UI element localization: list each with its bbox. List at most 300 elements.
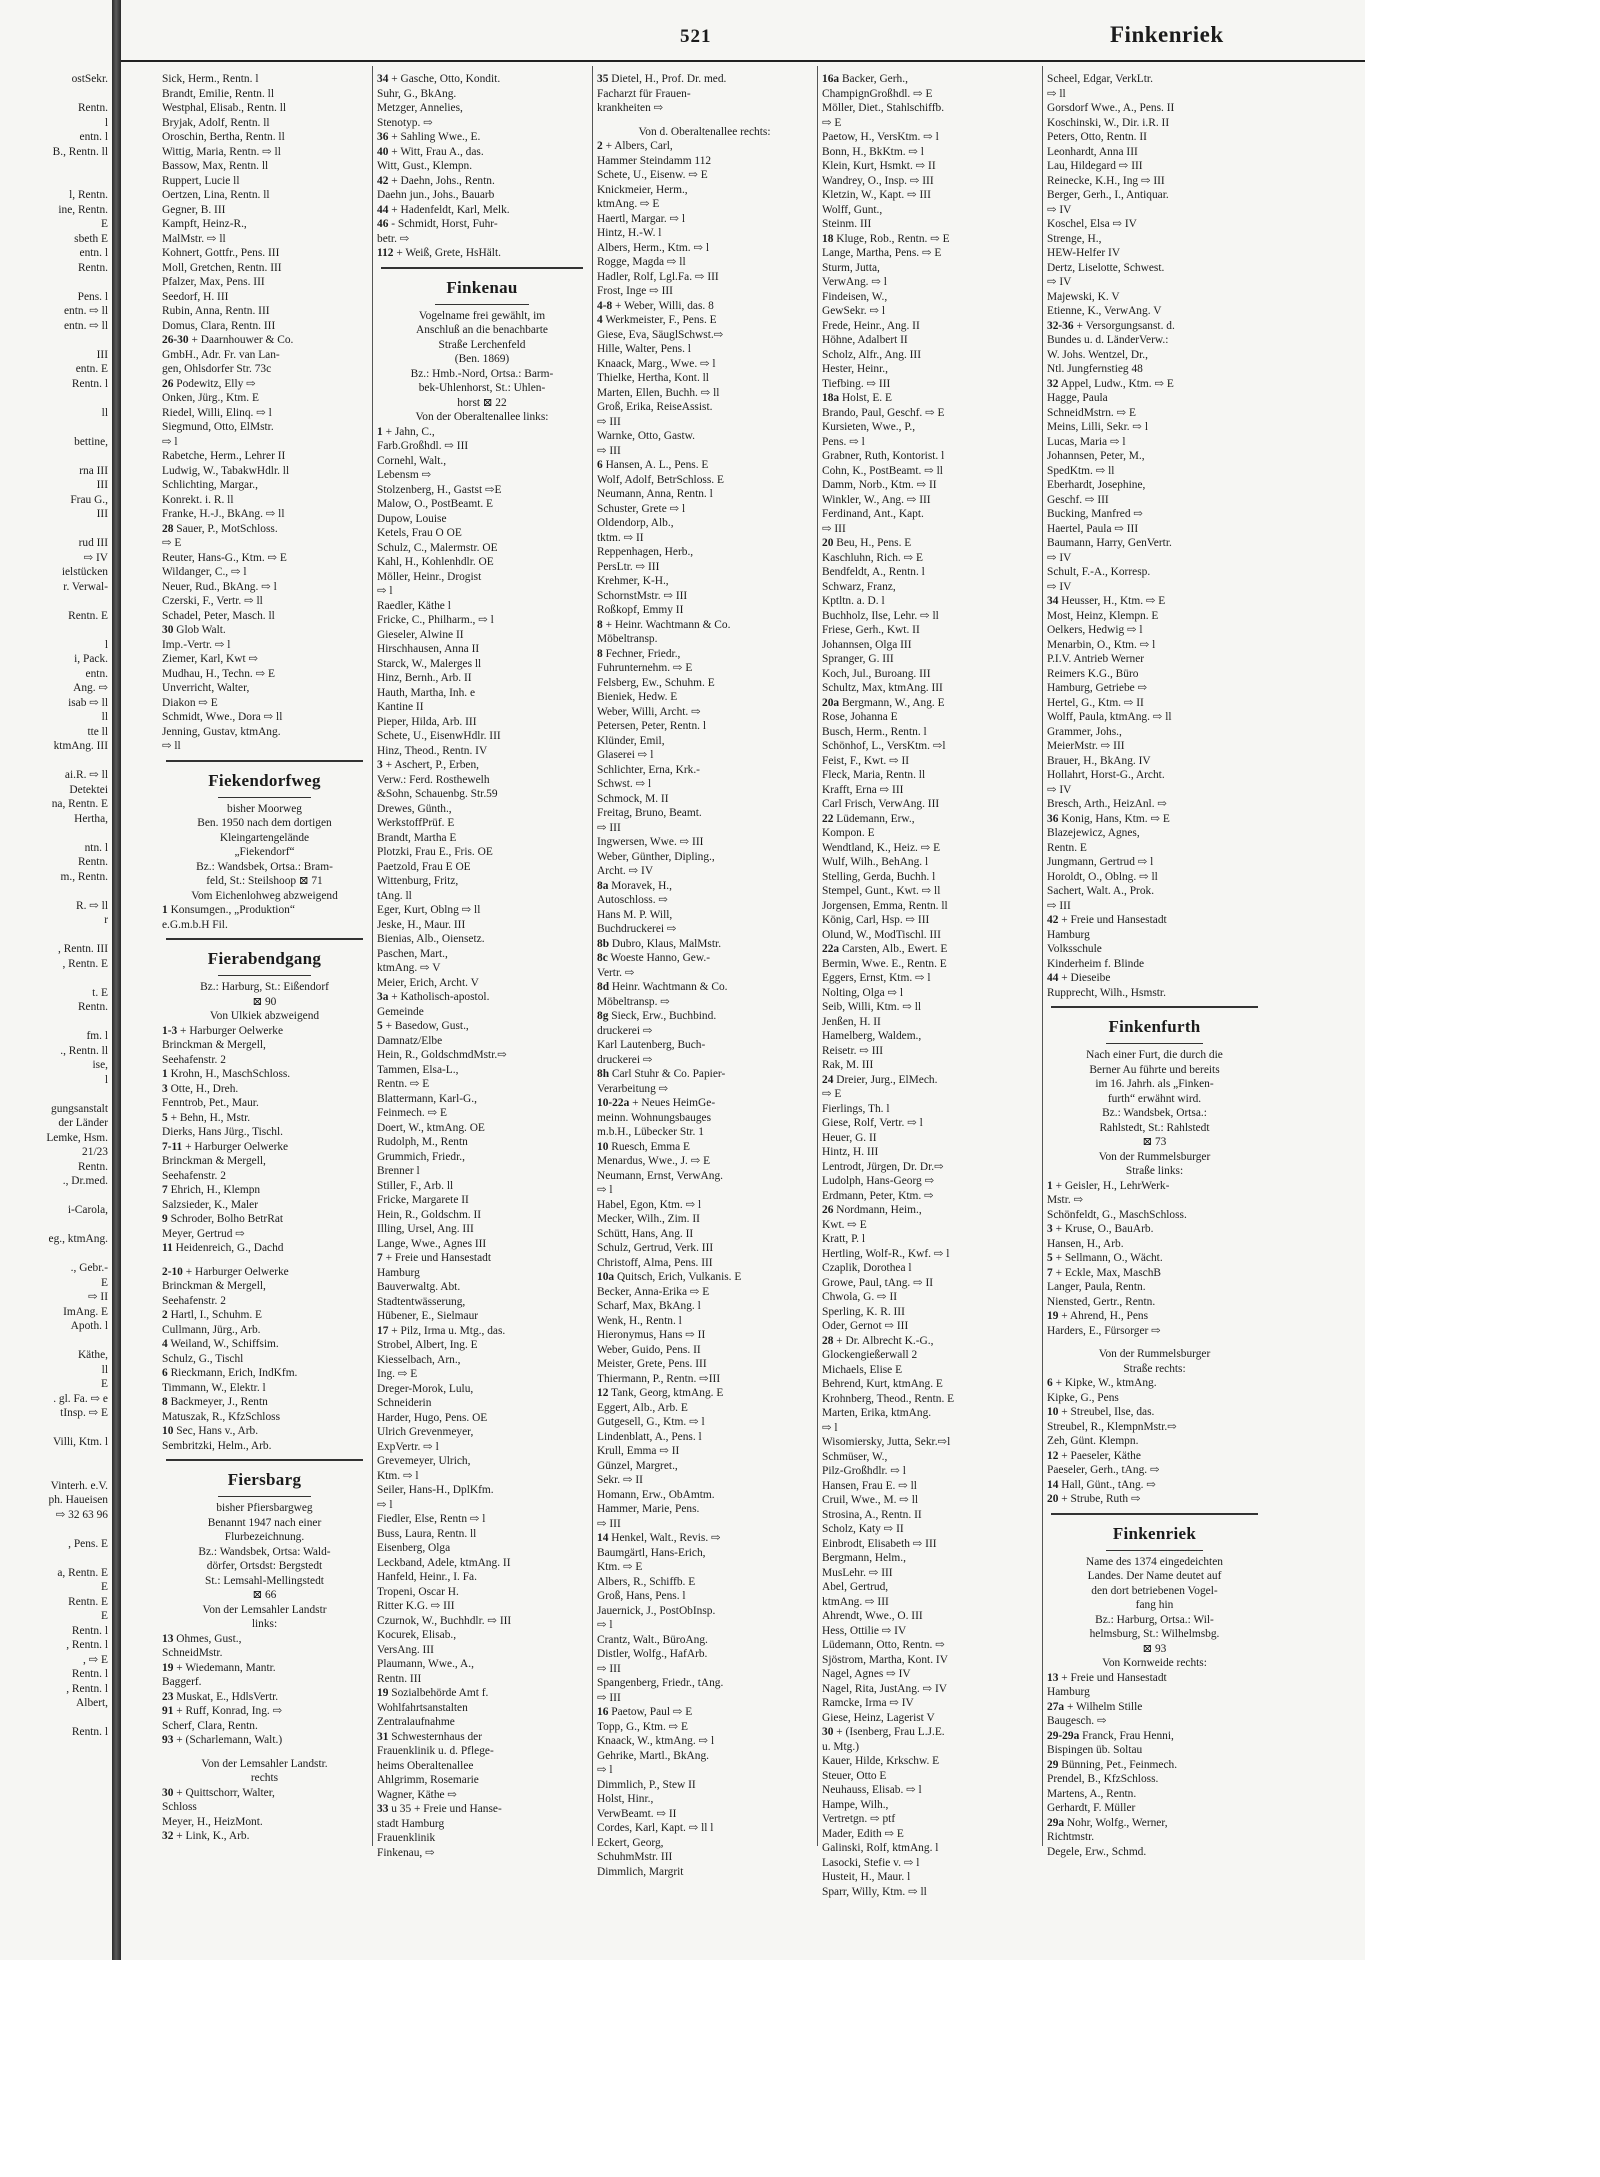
resident-line xyxy=(162,203,367,218)
entry-text: Brinckman & Mergell, xyxy=(162,1039,266,1051)
entry-text: Czurnok, W., Buchhdlr. ⇨ III xyxy=(377,1614,512,1627)
resident-line xyxy=(162,1352,367,1367)
resident-line xyxy=(162,362,367,377)
fragment-line: E xyxy=(101,1276,108,1289)
entry-text: Cullmann, Jürg., Arb. xyxy=(162,1323,261,1336)
entry-text: Giese, Heinz, Lagerist V xyxy=(822,1711,935,1724)
entry-text: Grammer, Johs., xyxy=(1047,725,1122,738)
entry-text: Scholz, Alfr., Ang. III xyxy=(822,348,922,361)
fragment-line: III xyxy=(96,508,108,520)
entry-text: Günzel, Margret., xyxy=(597,1459,678,1472)
entry-text: ⇨ III xyxy=(597,444,621,457)
resident-line xyxy=(822,1479,1037,1494)
resident-line xyxy=(822,1276,1037,1291)
resident-line xyxy=(822,1363,1037,1378)
entry-text: Glob Walt. xyxy=(176,624,226,636)
entry-text: Franke, H.-J., BkAng. ⇨ ll xyxy=(162,508,285,520)
resident-line xyxy=(377,584,587,599)
resident-line xyxy=(597,1720,812,1735)
entry-text: betr. ⇨ xyxy=(377,232,410,245)
entry-text: Rose, Johanna E xyxy=(822,711,898,723)
resident-line xyxy=(162,1096,367,1111)
entry-text: Dierks, Hans Jürg., Tischl. xyxy=(162,1126,283,1138)
entry-text: Heuer, G. II xyxy=(822,1131,877,1144)
entry-text: Baumann, Harry, GenVertr. xyxy=(1047,537,1172,549)
entry-text: + Katholisch-apostol. xyxy=(391,991,490,1003)
resident-line xyxy=(822,1421,1037,1436)
entry-text: Seib, Willi, Ktm. ⇨ ll xyxy=(822,1001,922,1013)
resident-line xyxy=(822,246,1037,261)
house-number: 91 xyxy=(162,1705,174,1717)
entry-text: Degele, Erw., Schmd. xyxy=(1047,1845,1147,1858)
resident-line xyxy=(822,159,1037,174)
resident-line xyxy=(377,1585,587,1600)
resident-line xyxy=(822,1566,1037,1581)
house-entry xyxy=(597,1531,812,1546)
resident-line xyxy=(377,671,587,686)
resident-line xyxy=(822,1783,1037,1798)
entry-text: Lindenblatt, A., Pens. l xyxy=(597,1430,702,1443)
fragment-line: gungsanstalt xyxy=(51,1102,108,1115)
resident-line xyxy=(597,603,812,618)
resident-line xyxy=(377,845,587,860)
entry-text: Becker, Anna-Erika ⇨ E xyxy=(597,1285,710,1298)
entry-text: ⇨ l xyxy=(162,435,178,448)
street-heading: Finkenriek xyxy=(1112,1523,1197,1543)
resident-line xyxy=(377,976,587,991)
entry-text: Paetow, H., VersKtm. ⇨ l xyxy=(822,131,939,143)
resident-line xyxy=(1047,275,1262,290)
resident-line xyxy=(1047,304,1262,319)
house-number: 13 xyxy=(1047,1671,1059,1684)
street-note: Von der Lemsahler Landstr xyxy=(202,1603,327,1616)
entry-text: Wittig, Maria, Rentn. ⇨ ll xyxy=(162,145,281,158)
entry-text: + Link, K., Arb. xyxy=(176,1830,250,1842)
street-note: Bz.: Wandsbek, Ortsa.: Bram- xyxy=(196,860,333,873)
fragment-line: 21/23 xyxy=(82,1146,108,1158)
entry-text: Lasocki, Stefie v. ⇨ l xyxy=(822,1856,920,1869)
fragment-line: Rentn. xyxy=(77,1001,108,1013)
house-number: 28 xyxy=(162,522,174,535)
house-entry xyxy=(377,758,587,773)
fragment-line: a, Rentn. E xyxy=(57,1566,108,1579)
resident-line xyxy=(162,261,367,276)
resident-line xyxy=(1047,1685,1262,1700)
resident-line xyxy=(597,835,812,850)
entry-text: Imp.-Vertr. ⇨ l xyxy=(162,638,231,651)
entry-text: Sembritzki, Helm., Arb. xyxy=(162,1439,272,1452)
entry-text: ⇨ ll xyxy=(162,740,181,752)
house-number: 42 xyxy=(1047,914,1059,926)
entry-text: Baggerf. xyxy=(162,1676,202,1688)
resident-line xyxy=(1047,522,1262,537)
entry-text: Plotzki, Frau E., Fris. OE xyxy=(377,846,493,858)
resident-line xyxy=(597,1517,812,1532)
street-note: Von der Lemsahler Landstr. xyxy=(201,1757,328,1770)
resident-line xyxy=(377,1759,587,1774)
resident-line xyxy=(1047,1434,1262,1449)
house-entry xyxy=(597,980,812,995)
fragment-line: l xyxy=(104,638,108,651)
fragment-line: Rentn. l xyxy=(71,1668,108,1680)
entry-text: Beu, H., Pens. E xyxy=(836,537,912,549)
entry-text: Glockengießerwall 2 xyxy=(822,1349,918,1361)
entry-text: Hein, R., Goldschm. II xyxy=(377,1208,482,1221)
entry-text: Möller, Heinr., Drogist xyxy=(377,570,482,583)
street-note: Nach einer Furt, die durch die xyxy=(1086,1049,1223,1061)
resident-line xyxy=(597,893,812,908)
resident-line xyxy=(597,270,812,285)
entry-text: gen, Ohlsdorfer Str. 73c xyxy=(162,363,272,375)
entry-text: ⇨ IV xyxy=(1047,276,1072,288)
entry-text: + Gasche, Otto, Kondit. xyxy=(391,73,501,85)
house-entry xyxy=(597,313,812,328)
resident-line xyxy=(1047,1743,1262,1758)
resident-line xyxy=(822,797,1037,812)
house-entry xyxy=(597,647,812,662)
resident-line xyxy=(822,435,1037,450)
entry-text: Doert, W., ktmAng. OE xyxy=(377,1121,485,1134)
entry-text: Ohmes, Gust., xyxy=(176,1632,242,1645)
house-entry xyxy=(162,1183,367,1198)
house-entry xyxy=(1047,1309,1262,1324)
entry-text: ⇨ III xyxy=(597,1691,621,1704)
entry-text: Sparr, Willy, Ktm. ⇨ ll xyxy=(822,1885,927,1898)
entry-text: Facharzt für Frauen- xyxy=(597,87,691,100)
resident-line xyxy=(377,1222,587,1237)
resident-line xyxy=(597,1038,812,1053)
resident-line xyxy=(162,435,367,450)
entry-text: Distler, Wolfg., HafArb. xyxy=(597,1648,708,1660)
house-number: 11 xyxy=(162,1242,173,1254)
resident-line xyxy=(597,1676,812,1691)
entry-text: Hirschhausen, Anna II xyxy=(377,643,480,655)
house-entry xyxy=(1047,1671,1262,1686)
entry-text: Paetow, Paul ⇨ E xyxy=(611,1706,693,1718)
house-number: 12 xyxy=(1047,1449,1059,1462)
entry-text: Roßkopf, Emmy II xyxy=(597,604,684,616)
resident-line xyxy=(1047,942,1262,957)
entry-text: Wandrey, O., Insp. ⇨ III xyxy=(822,174,934,187)
resident-line xyxy=(377,1411,587,1426)
entry-text: Meins, Lilli, Sekr. ⇨ l xyxy=(1047,421,1148,433)
house-entry xyxy=(597,299,812,314)
entry-text: + Harburger Oelwerke xyxy=(185,1265,289,1278)
resident-line xyxy=(377,1121,587,1136)
entry-text: Majewski, K. V xyxy=(1047,290,1120,303)
fragment-line: Albert, xyxy=(76,1697,108,1709)
entry-text: Grevemeyer, Ulrich, xyxy=(377,1455,471,1467)
fragment-line: Käthe, xyxy=(77,1349,108,1361)
entry-text: Berger, Gerh., I., Antiquar. xyxy=(1047,189,1169,201)
entry-text: Erdmann, Peter, Ktm. ⇨ xyxy=(822,1189,934,1202)
house-entry xyxy=(1047,812,1262,827)
house-entry xyxy=(162,1212,367,1227)
house-number: 30 xyxy=(162,1786,174,1799)
resident-line xyxy=(1047,623,1262,638)
resident-line xyxy=(822,884,1037,899)
house-entry xyxy=(162,1733,367,1748)
fragment-line: ph. Haueisen xyxy=(48,1494,108,1506)
resident-line xyxy=(377,860,587,875)
house-number: 2 xyxy=(597,140,603,152)
entry-text: Reppenhagen, Herb., xyxy=(597,546,694,558)
entry-text: Christoff, Alma, Pens. III xyxy=(597,1256,713,1269)
resident-line xyxy=(377,787,587,802)
resident-line xyxy=(162,420,367,435)
resident-line xyxy=(597,748,812,763)
entry-text: Kinderheim f. Blinde xyxy=(1047,957,1145,970)
house-number: 31 xyxy=(377,1730,389,1743)
resident-line xyxy=(597,574,812,589)
entry-text: Finkenau, ⇨ xyxy=(377,1846,435,1859)
resident-line xyxy=(597,1836,812,1851)
resident-line xyxy=(822,841,1037,856)
entry-text: Sjöstrom, Martha, Kont. IV xyxy=(822,1653,948,1666)
fragment-line: rna III xyxy=(79,464,108,477)
resident-line xyxy=(597,371,812,386)
resident-line xyxy=(822,1232,1037,1247)
resident-line xyxy=(1047,261,1262,276)
resident-line xyxy=(597,400,812,415)
entry-text: Ritter K.G. ⇨ III xyxy=(377,1600,455,1612)
resident-line xyxy=(597,966,812,981)
resident-line xyxy=(1047,87,1262,102)
street-note: Von d. Oberaltenallee rechts: xyxy=(638,125,771,138)
fragment-line: . gl. Fa. ⇨ e xyxy=(53,1392,108,1405)
entry-text: Woeste Hanno, Gew.- xyxy=(610,952,710,964)
house-number: 28 xyxy=(822,1334,834,1347)
resident-line xyxy=(1047,609,1262,624)
entry-text: Hintz, H.-W. l xyxy=(597,227,662,239)
entry-text: Rudolph, M., Rentn xyxy=(377,1136,468,1148)
entry-text: Konsumgen., „Produktion“ xyxy=(170,904,295,916)
entry-text: + Witt, Frau A., das. xyxy=(391,145,484,158)
street-note: bisher Pfiersbargweg xyxy=(216,1502,313,1514)
fragment-line xyxy=(0,594,108,609)
house-number: 19 xyxy=(1047,1310,1059,1322)
street-note: Von der Rummelsburger xyxy=(1098,1348,1211,1360)
house-entry xyxy=(377,1019,587,1034)
resident-line xyxy=(162,1125,367,1140)
resident-line xyxy=(597,821,812,836)
entry-text: ⇨ IV xyxy=(1047,580,1072,593)
fragment-line: E xyxy=(101,1378,108,1390)
resident-line xyxy=(822,1392,1037,1407)
street-heading: Fierabendgang xyxy=(207,949,322,968)
entry-text: + Daarnhouwer & Co. xyxy=(191,334,294,346)
entry-text: Ahlgrimm, Rosemarie xyxy=(377,1774,479,1786)
entry-text: Gemeinde xyxy=(377,1005,424,1018)
resident-line xyxy=(377,1048,587,1063)
house-entry xyxy=(597,1009,812,1024)
resident-line xyxy=(597,1125,812,1140)
resident-line xyxy=(597,1778,812,1793)
entry-text: Brando, Paul, Geschf. ⇨ E xyxy=(822,406,945,419)
entry-text: Winkler, W., Ang. ⇨ III xyxy=(822,493,931,506)
entry-text: Moravek, H., xyxy=(611,879,672,892)
entry-text: Busch, Herm., Rentn. l xyxy=(822,725,927,738)
fragment-line xyxy=(0,971,108,986)
fragment-line xyxy=(0,884,108,899)
fragment-line: E xyxy=(101,1581,108,1593)
fragment-line: bettine, xyxy=(74,435,108,448)
resident-line xyxy=(822,420,1037,435)
page-number: 521 xyxy=(680,26,712,47)
resident-line xyxy=(822,899,1037,914)
entry-text: Kletzin, W., Kapt. ⇨ III xyxy=(822,189,931,201)
resident-line xyxy=(597,1749,812,1764)
entry-text: druckerei ⇨ xyxy=(597,1053,653,1066)
entry-text: Chwola, G. ⇨ II xyxy=(822,1291,898,1303)
house-entry xyxy=(1047,1478,1262,1493)
entry-text: + Freie und Hansestadt xyxy=(1061,1671,1167,1684)
entry-text: Most, Heinz, Klempn. E xyxy=(1047,609,1159,622)
resident-line xyxy=(162,594,367,609)
fragment-line: isab ⇨ ll xyxy=(68,696,108,709)
entry-text: Mader, Edith ⇨ E xyxy=(822,1827,904,1840)
resident-line xyxy=(822,1812,1037,1827)
entry-text: Strenge, H., xyxy=(1047,232,1102,245)
entry-text: Wenk, H., Rentn. l xyxy=(597,1314,682,1327)
entry-text: Schete, U., Eisenw. ⇨ E xyxy=(597,169,708,181)
fragment-line: Vinterh. e.V. xyxy=(50,1479,108,1492)
entry-text: Salzsieder, K., Maler xyxy=(162,1198,259,1211)
fragment-line: , Pens. E xyxy=(68,1537,108,1550)
street-note: helmsburg, St.: Wilhelmsbg. xyxy=(1089,1628,1220,1640)
street-note: Bz.: Wandsbek, Ortsa.: xyxy=(1102,1107,1207,1119)
entry-text: ⇨ E xyxy=(822,1088,842,1100)
house-number: 8c xyxy=(597,952,608,964)
resident-line xyxy=(377,947,587,962)
section-divider xyxy=(166,938,363,940)
resident-line xyxy=(597,1328,812,1343)
resident-line xyxy=(377,1266,587,1281)
entry-text: Sauer, P., MotSchloss. xyxy=(176,522,278,535)
resident-line xyxy=(377,1440,587,1455)
house-entry xyxy=(377,246,587,261)
resident-line xyxy=(162,667,367,682)
fragment-line: i, Pack. xyxy=(74,653,108,665)
resident-line xyxy=(822,217,1037,232)
house-entry xyxy=(1047,1251,1262,1266)
entry-text: Bassow, Max, Rentn. ll xyxy=(162,160,269,172)
resident-line xyxy=(822,1377,1037,1392)
resident-line xyxy=(822,826,1037,841)
entry-text: Tank, Georg, ktmAng. E xyxy=(611,1387,724,1399)
entry-text: ⇨ III xyxy=(822,522,846,535)
resident-line xyxy=(597,1357,812,1372)
resident-line xyxy=(1047,1801,1262,1816)
resident-line xyxy=(162,1279,367,1294)
resident-line xyxy=(822,681,1037,696)
entry-text: Ahrendt, Wwe., O. III xyxy=(822,1610,923,1622)
entry-text: Brandt, Emilie, Rentn. ll xyxy=(162,87,274,100)
entry-text: Karl Lautenberg, Buch- xyxy=(597,1039,706,1051)
house-entry xyxy=(162,1632,367,1647)
entry-text: VerwBeamt. ⇨ II xyxy=(597,1807,677,1820)
resident-line xyxy=(822,1653,1037,1668)
entry-text: Wagner, Käthe ⇨ xyxy=(377,1788,457,1801)
entry-text: Schönfeldt, G., MaschSchloss. xyxy=(1047,1208,1187,1221)
resident-line xyxy=(162,652,367,667)
street-note: Rahlstedt, St.: Rahlstedt xyxy=(1099,1121,1210,1134)
fragment-line: Apoth. l xyxy=(70,1320,108,1332)
house-entry xyxy=(597,1067,812,1082)
resident-line xyxy=(822,348,1037,363)
fragment-line xyxy=(0,826,108,841)
entry-text: Tropeni, Oscar H. xyxy=(377,1585,459,1598)
resident-line xyxy=(822,754,1037,769)
entry-text: + Quittschorr, Walter, xyxy=(176,1786,275,1799)
entry-text: Carl Stuhr & Co. Papier- xyxy=(611,1068,726,1080)
running-head: Finkenriek xyxy=(1110,22,1224,47)
entry-text: Rabetche, Herm., Lehrer II xyxy=(162,450,286,462)
entry-text: ⇨ l xyxy=(597,1764,613,1776)
entry-text: + Jahn, C., xyxy=(385,425,435,438)
resident-line xyxy=(1047,1845,1262,1860)
entry-text: Domus, Clara, Rentn. III xyxy=(162,319,276,332)
house-entry xyxy=(597,1705,812,1720)
resident-line xyxy=(162,290,367,305)
entry-text: HEW-Helfer IV xyxy=(1047,247,1121,259)
entry-text: Oroschin, Bertha, Rentn. ll xyxy=(162,131,285,143)
entry-text: + Pilz, Irma u. Mtg., das. xyxy=(391,1324,506,1337)
house-number: 44 xyxy=(377,203,389,216)
entry-text: Vertretgn. ⇨ ptf xyxy=(822,1813,896,1825)
entry-text: Hertling, Wolf-R., Kwf. ⇨ l xyxy=(822,1247,950,1260)
resident-line xyxy=(822,493,1037,508)
entry-text: Menardus, Wwe., J. ⇨ E xyxy=(597,1155,711,1167)
entry-text: GmbH., Adr. Fr. van Lan- xyxy=(162,348,280,361)
fragment-line: ., Dr.med. xyxy=(62,1175,108,1187)
street-note: Straße rechts: xyxy=(1123,1362,1186,1375)
fragment-line xyxy=(0,623,108,638)
entry-text: Rubin, Anna, Rentn. III xyxy=(162,305,270,317)
house-entry xyxy=(1047,1816,1262,1831)
fragment-line xyxy=(0,174,108,189)
resident-line xyxy=(162,1053,367,1068)
house-entry xyxy=(1047,594,1262,609)
resident-line xyxy=(1047,855,1262,870)
resident-line xyxy=(597,1285,812,1300)
entry-text: Leckband, Adele, ktmAng. II xyxy=(377,1556,511,1569)
entry-text: Topp, G., Ktm. ⇨ E xyxy=(597,1720,689,1733)
entry-text: Weber, Willi, Archt. ⇨ xyxy=(597,705,701,718)
entry-text: e.G.m.b.H Fil. xyxy=(162,918,228,931)
house-entry xyxy=(377,1730,587,1745)
entry-text: Stolzenberg, H., Gastst ⇨E xyxy=(377,483,502,496)
resident-line xyxy=(377,1106,587,1121)
entry-text: Fricke, C., Philharm., ⇨ l xyxy=(377,614,494,626)
entry-text: Gutgesell, G., Ktm. ⇨ l xyxy=(597,1416,705,1428)
entry-text: Rentn. E xyxy=(1047,841,1087,854)
resident-line xyxy=(597,1430,812,1445)
street-note: rechts xyxy=(250,1772,279,1784)
resident-line xyxy=(377,1193,587,1208)
entry-text: ⇨ IV xyxy=(1047,551,1072,564)
resident-line xyxy=(377,1657,587,1672)
resident-line xyxy=(822,464,1037,479)
fragment-line: Detektei xyxy=(69,783,108,796)
house-number: 3 xyxy=(162,1082,168,1095)
resident-line xyxy=(162,348,367,363)
entry-text: SchuhmMstr. III xyxy=(597,1851,673,1863)
entry-text: Krohn, H., MaschSchloss. xyxy=(170,1068,291,1080)
entry-text: Bresch, Arth., HeizAnl. ⇨ xyxy=(1047,798,1167,810)
resident-line xyxy=(377,1353,587,1368)
house-number: 8b xyxy=(597,937,610,950)
